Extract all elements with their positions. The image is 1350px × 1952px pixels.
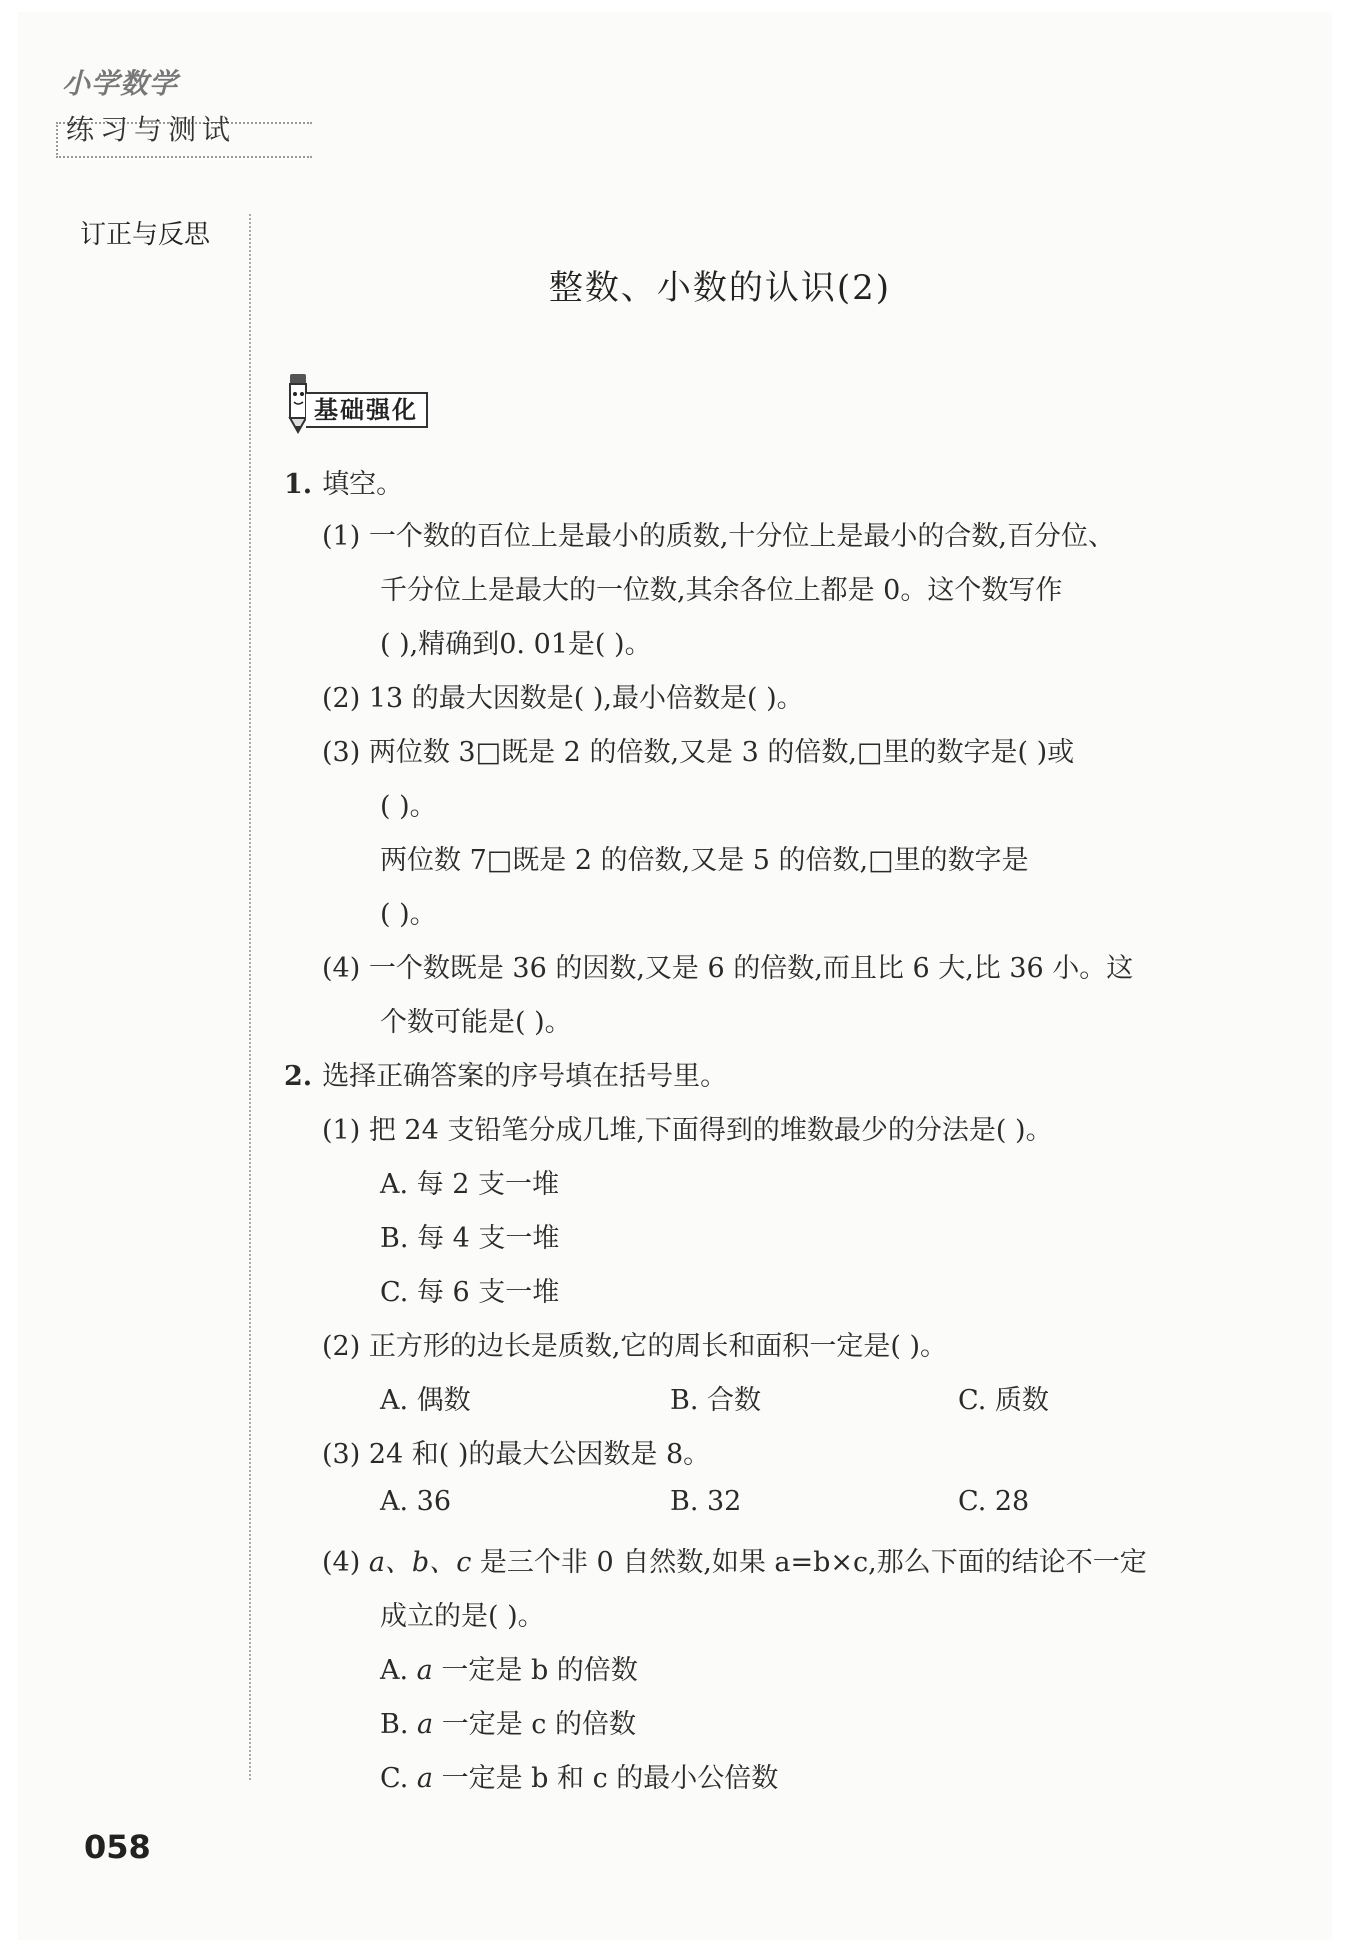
q2-part3-option-b: B. 32: [670, 1486, 742, 1517]
q2-part4-line1: [322, 1540, 1147, 1579]
q1-part4-line2: 个数可能是( )。: [380, 1007, 572, 1038]
q1-part1-line2: 千分位上是最大的一位数,其余各位上都是 0。这个数写作: [380, 575, 1063, 606]
q2-part2-option-c: C. 质数: [958, 1385, 1049, 1416]
option-letter: A.: [380, 1655, 417, 1686]
q2-part2-option-a: A. 偶数: [380, 1385, 471, 1416]
option-variable: a: [416, 1655, 433, 1686]
option-letter: B.: [380, 1709, 418, 1740]
sidebar-label: 订正与反思: [80, 220, 211, 250]
q2-part3-option-c: C. 28: [958, 1486, 1030, 1517]
option-letter: C.: [380, 1763, 417, 1794]
question-stem: 选择正确答案的序号填在括号里。: [322, 1061, 728, 1092]
q1-part2: (2) 13 的最大因数是( ),最小倍数是( )。: [322, 683, 804, 714]
q2-part1-option-b: B. 每 4 支一堆: [380, 1223, 560, 1254]
option-variable: a: [416, 1763, 433, 1794]
q1-part4-line1: (4) 一个数既是 36 的因数,又是 6 的倍数,而且比 6 大,比 36 小。这: [322, 953, 1134, 984]
q1-part1-line3: ( ),精确到0. 01是( )。: [380, 629, 652, 660]
sidebar-divider: [249, 214, 251, 1780]
q2-part2: (2) 正方形的边长是质数,它的周长和面积一定是( )。: [322, 1331, 948, 1362]
option-text: 一定是 c 的倍数: [433, 1709, 636, 1740]
q1-part3-line2: ( )。: [380, 791, 437, 822]
q2-part4-variables: a、b、c: [368, 1547, 480, 1578]
q2-part3-option-a: A. 36: [380, 1486, 452, 1517]
question-1: [284, 462, 403, 501]
q2-part4-line2: 成立的是( )。: [380, 1601, 545, 1632]
q1-part1-line1: (1) 一个数的百位上是最小的质数,十分位上是最小的合数,百分位、: [322, 521, 1115, 552]
option-text: 一定是 b 的倍数: [432, 1655, 638, 1686]
q2-part4-text: 是三个非 0 自然数,如果 a=b×c,那么下面的结论不一定: [479, 1547, 1147, 1578]
q2-part4-option-b: [380, 1702, 636, 1741]
option-text: 一定是 b 和 c 的最小公倍数: [432, 1763, 779, 1794]
q2-part1-option-a: A. 每 2 支一堆: [380, 1169, 560, 1200]
page-title: 整数、小数的认识(2): [548, 268, 892, 308]
section-badge: [284, 372, 454, 434]
q2-part2-option-b: B. 合数: [670, 1385, 762, 1416]
question-2: [284, 1054, 727, 1093]
option-variable: a: [417, 1709, 434, 1740]
q1-part3-line1: (3) 两位数 3□既是 2 的倍数,又是 3 的倍数,□里的数字是( )或: [322, 737, 1075, 768]
section-label: 基础强化: [306, 392, 428, 428]
q2-part3: (3) 24 和( )的最大公因数是 8。: [322, 1439, 711, 1470]
q1-part3-line3: 两位数 7□既是 2 的倍数,又是 5 的倍数,□里的数字是: [380, 845, 1029, 876]
question-number: 2.: [284, 1061, 313, 1092]
q2-part4-option-a: [380, 1648, 638, 1687]
q2-part4-prefix: (4): [322, 1547, 369, 1578]
q1-part3-line4: ( )。: [380, 899, 437, 930]
q2-part1: (1) 把 24 支铅笔分成几堆,下面得到的堆数最少的分法是( )。: [322, 1115, 1053, 1146]
page-number: 058: [84, 1828, 151, 1866]
question-number: 1.: [284, 469, 313, 500]
question-stem: 填空。: [322, 469, 404, 500]
series-title: 小学数学: [62, 67, 179, 100]
q2-part4-option-c: [380, 1756, 778, 1795]
q2-part1-option-c: C. 每 6 支一堆: [380, 1277, 560, 1308]
book-title: 练习与测试: [66, 113, 237, 146]
